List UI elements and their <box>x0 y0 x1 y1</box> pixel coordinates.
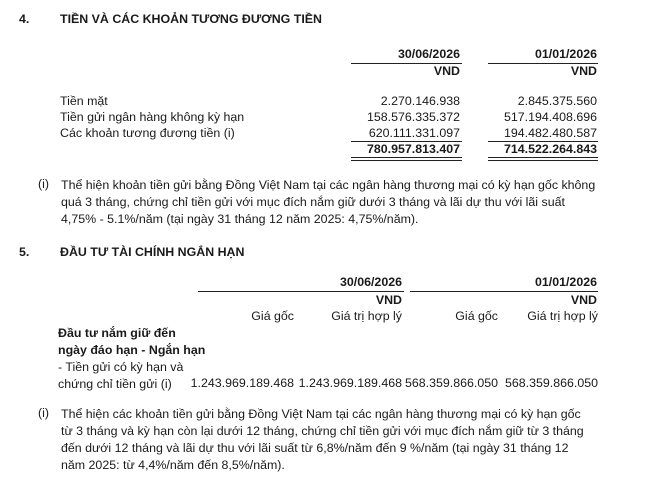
s4-note-line: 4,75% - 5.1%/năm (tại ngày 31 tháng 12 năm 2025: 4,75%/năm). <box>61 212 419 226</box>
s5-col2-currency: VND <box>570 293 597 307</box>
s4-col2-double-rule <box>488 157 598 161</box>
s4-col2-date: 01/01/2026 <box>534 47 597 61</box>
s5-col1-header-rule <box>198 291 404 292</box>
s4-row-label: Tiền gửi ngân hàng không kỳ hạn <box>60 110 245 124</box>
s4-row-label: Tiền mặt <box>60 94 108 108</box>
s4-col2-currency: VND <box>570 64 597 78</box>
s5-value-fair-1: 1.243.969.189.468 <box>298 376 402 390</box>
s5-sub-fair-1: Giá trị hợp lý <box>331 309 402 323</box>
s5-col1-currency: VND <box>375 293 402 307</box>
s5-note-line: năm 2025: từ 4,4%/năm đến 8,5%/năm). <box>61 458 285 472</box>
s4-row-value-2: 2.845.375.560 <box>517 94 597 108</box>
s4-total-value-2: 714.522.264.843 <box>503 142 597 156</box>
section-5-number: 5. <box>19 245 30 259</box>
s5-note-marker: (i) <box>38 406 50 420</box>
s5-note-line: đến dưới 12 tháng và lãi dự thu với lãi suất từ 6,8%/năm đến 9 %/năm (tại ngày 31 tháng 12 <box>61 441 569 455</box>
s5-note <box>61 406 653 474</box>
s5-group-label: Đầu tư nắm giữ đến ngày đáo hạn - Ngắn hạn <box>58 326 206 357</box>
s4-col1-date: 30/06/2026 <box>397 47 460 61</box>
s4-col1-double-rule <box>351 157 462 161</box>
s4-row-value-2: 194.482.480.587 <box>503 126 597 140</box>
s5-col1-date: 30/06/2026 <box>339 275 402 289</box>
s4-row-value-2: 517.194.408.696 <box>503 110 597 124</box>
s5-sub-cost-2: Giá gốc <box>455 309 498 323</box>
section-4-title: TIỀN VÀ CÁC KHOẢN TƯƠNG ĐƯƠNG TIỀN <box>60 12 322 26</box>
s4-row-value-1: 158.576.335.372 <box>366 110 460 124</box>
s4-note-line: quá 3 tháng, chứng chỉ tiền gửi với mục đích nắm giữ dưới 3 tháng và lãi dự thu với lãi suất <box>61 195 565 209</box>
s4-row-value-1: 620.111.331.097 <box>368 126 460 140</box>
s4-note <box>61 177 651 228</box>
s4-col1-currency: VND <box>433 64 460 78</box>
s5-note-line: từ 3 tháng và kỳ hạn còn lại dưới 12 tháng, chứng chỉ tiền gửi với mục đích nắm giữ từ 3 tháng <box>61 424 584 438</box>
s5-row-label: - Tiền gửi có kỳ hạn và chứng chỉ tiền gửi (i) <box>58 360 184 391</box>
s5-value-cost-2: 568.359.866.050 <box>404 376 498 390</box>
section-5-title: ĐẦU TƯ TÀI CHÍNH NGẮN HẠN <box>60 245 245 259</box>
s5-col2-header-rule <box>410 291 598 292</box>
s4-total-value-1: 780.957.813.407 <box>366 142 460 156</box>
s4-row-label: Các khoản tương đương tiền (i) <box>60 126 235 140</box>
s5-col2-date: 01/01/2026 <box>534 275 597 289</box>
s4-note-marker: (i) <box>38 177 50 191</box>
s4-note-line: Thể hiện khoản tiền gửi bằng Đồng Việt Nam tại các ngân hàng thương mại có kỳ hạn gốc không <box>61 178 596 192</box>
s5-note-line: Thể hiện các khoản tiền gửi bằng Đồng Việt Nam tại các ngân hàng thương mại có kỳ hạn gốc <box>61 407 581 421</box>
s4-row-value-1: 2.270.146.938 <box>380 94 460 108</box>
s5-sub-fair-2: Giá trị hợp lý <box>527 309 598 323</box>
s5-value-fair-2: 568.359.866.050 <box>504 376 598 390</box>
s5-value-cost-1: 1.243.969.189.468 <box>190 376 294 390</box>
s5-sub-cost-1: Giá gốc <box>251 309 294 323</box>
section-4-number: 4. <box>19 12 30 26</box>
